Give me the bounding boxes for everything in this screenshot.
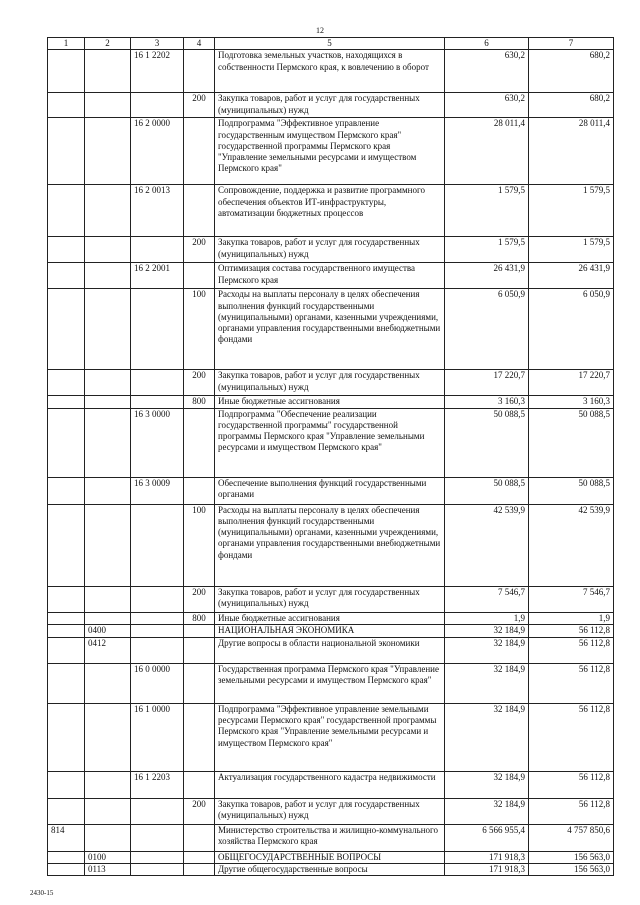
- target-article-cell: [131, 237, 184, 263]
- section-code-cell: [85, 289, 131, 370]
- amount-year1-cell: 32 184,9: [445, 798, 529, 824]
- description-cell: Закупка товаров, работ и услуг для государственных (муниципальных) нужд: [215, 586, 445, 612]
- table-header-row: [48, 38, 614, 50]
- expense-type-cell: [184, 703, 215, 771]
- ministry-code-cell: [48, 663, 85, 703]
- ministry-code-cell: [48, 93, 85, 118]
- table-row: [48, 504, 614, 586]
- expense-type-cell: [184, 408, 215, 477]
- target-article-cell: 16 2 0013: [131, 185, 184, 237]
- amount-year1-cell: 1 579,5: [445, 185, 529, 237]
- amount-year2-cell: 56 112,8: [529, 798, 614, 824]
- ministry-code-cell: [48, 370, 85, 396]
- section-code-cell: [85, 703, 131, 771]
- section-code-cell: [85, 612, 131, 624]
- table-row: [48, 824, 614, 851]
- ministry-code-cell: [48, 289, 85, 370]
- expense-type-cell: 200: [184, 798, 215, 824]
- target-article-cell: [131, 864, 184, 876]
- target-article-cell: 16 1 0000: [131, 703, 184, 771]
- table-row: [48, 771, 614, 798]
- section-code-cell: [85, 824, 131, 851]
- header-cell: 4: [184, 38, 215, 50]
- table-row: [48, 864, 614, 876]
- amount-year1-cell: 32 184,9: [445, 663, 529, 703]
- description-cell: Расходы на выплаты персоналу в целях обеспечения выполнения функций государственными (муниципальными) органами, казенными учреждениями, органами управления государственными внебюджетными фондами: [215, 289, 445, 370]
- section-code-cell: [85, 504, 131, 586]
- ministry-code-cell: [48, 237, 85, 263]
- amount-year1-cell: 7 546,7: [445, 586, 529, 612]
- expense-type-cell: [184, 851, 215, 863]
- table-row: [48, 637, 614, 663]
- amount-year2-cell: 680,2: [529, 50, 614, 93]
- table-row: [48, 93, 614, 118]
- table-row: [48, 289, 614, 370]
- target-article-cell: [131, 824, 184, 851]
- table-row: [48, 118, 614, 185]
- amount-year1-cell: 6 050,9: [445, 289, 529, 370]
- ministry-code-cell: [48, 586, 85, 612]
- description-cell: Расходы на выплаты персоналу в целях обеспечения выполнения функций государственными (муниципальными) органами, казенными учреждениями, органами управления государственными внебюджетными фондами: [215, 504, 445, 586]
- table-row: [48, 798, 614, 824]
- ministry-code-cell: [48, 771, 85, 798]
- amount-year1-cell: 1 579,5: [445, 237, 529, 263]
- table-row: [48, 703, 614, 771]
- expense-type-cell: [184, 864, 215, 876]
- table-row: [48, 624, 614, 637]
- expense-type-cell: 200: [184, 237, 215, 263]
- amount-year2-cell: 17 220,7: [529, 370, 614, 396]
- amount-year2-cell: 56 112,8: [529, 663, 614, 703]
- amount-year2-cell: 50 088,5: [529, 477, 614, 504]
- ministry-code-cell: [48, 624, 85, 637]
- section-code-cell: 0412: [85, 637, 131, 663]
- amount-year2-cell: 7 546,7: [529, 586, 614, 612]
- description-cell: Подпрограмма "Обеспечение реализации государственной программы" государственной программы Пермского края "Управление земельными ресурсами и имуществом Пермского края": [215, 408, 445, 477]
- amount-year1-cell: 32 184,9: [445, 624, 529, 637]
- table-row: [48, 263, 614, 289]
- section-code-cell: [85, 237, 131, 263]
- section-code-cell: [85, 93, 131, 118]
- target-article-cell: [131, 851, 184, 863]
- expense-type-cell: [184, 477, 215, 504]
- description-cell: ОБЩЕГОСУДАРСТВЕННЫЕ ВОПРОСЫ: [215, 851, 445, 863]
- expense-type-cell: [184, 771, 215, 798]
- header-cell: 2: [85, 38, 131, 50]
- table-row: [48, 586, 614, 612]
- header-cell: 5: [215, 38, 445, 50]
- amount-year2-cell: 42 539,9: [529, 504, 614, 586]
- header-cell: 6: [445, 38, 529, 50]
- ministry-code-cell: [48, 864, 85, 876]
- target-article-cell: 16 0 0000: [131, 663, 184, 703]
- expense-type-cell: 200: [184, 586, 215, 612]
- description-cell: Другие общегосударственные вопросы: [215, 864, 445, 876]
- amount-year1-cell: 630,2: [445, 93, 529, 118]
- table-row: [48, 237, 614, 263]
- expense-type-cell: [184, 185, 215, 237]
- ministry-code-cell: [48, 408, 85, 477]
- description-cell: Иные бюджетные ассигнования: [215, 612, 445, 624]
- description-cell: Закупка товаров, работ и услуг для государственных (муниципальных) нужд: [215, 370, 445, 396]
- expense-type-cell: [184, 824, 215, 851]
- amount-year2-cell: 4 757 850,6: [529, 824, 614, 851]
- budget-table: [47, 37, 614, 876]
- amount-year2-cell: 26 431,9: [529, 263, 614, 289]
- expense-type-cell: [184, 637, 215, 663]
- target-article-cell: [131, 370, 184, 396]
- section-code-cell: [85, 263, 131, 289]
- target-article-cell: [131, 637, 184, 663]
- target-article-cell: 16 2 0000: [131, 118, 184, 185]
- description-cell: Сопровождение, поддержка и развитие программного обеспечения объектов ИТ-инфраструктуры, автоматизации бюджетных процессов: [215, 185, 445, 237]
- amount-year2-cell: 1 579,5: [529, 237, 614, 263]
- target-article-cell: [131, 612, 184, 624]
- ministry-code-cell: 814: [48, 824, 85, 851]
- section-code-cell: [85, 771, 131, 798]
- ministry-code-cell: [48, 263, 85, 289]
- table-row: [48, 477, 614, 504]
- target-article-cell: [131, 93, 184, 118]
- section-code-cell: [85, 798, 131, 824]
- table-row: [48, 663, 614, 703]
- expense-type-cell: 800: [184, 612, 215, 624]
- ministry-code-cell: [48, 118, 85, 185]
- ministry-code-cell: [48, 851, 85, 863]
- amount-year2-cell: 50 088,5: [529, 408, 614, 477]
- amount-year2-cell: 56 112,8: [529, 771, 614, 798]
- page-number: 12: [316, 26, 324, 35]
- target-article-cell: [131, 586, 184, 612]
- ministry-code-cell: [48, 798, 85, 824]
- amount-year1-cell: 32 184,9: [445, 771, 529, 798]
- table-row: [48, 185, 614, 237]
- ministry-code-cell: [48, 477, 85, 504]
- amount-year1-cell: 171 918,3: [445, 864, 529, 876]
- target-article-cell: 16 2 2001: [131, 263, 184, 289]
- description-cell: Закупка товаров, работ и услуг для государственных (муниципальных) нужд: [215, 798, 445, 824]
- expense-type-cell: [184, 663, 215, 703]
- table-row: [48, 612, 614, 624]
- expense-type-cell: 200: [184, 370, 215, 396]
- amount-year2-cell: 28 011,4: [529, 118, 614, 185]
- amount-year1-cell: 26 431,9: [445, 263, 529, 289]
- amount-year2-cell: 56 112,8: [529, 637, 614, 663]
- amount-year1-cell: 1,9: [445, 612, 529, 624]
- expense-type-cell: [184, 118, 215, 185]
- description-cell: Актуализация государственного кадастра недвижимости: [215, 771, 445, 798]
- target-article-cell: 16 1 2203: [131, 771, 184, 798]
- description-cell: Закупка товаров, работ и услуг для государственных (муниципальных) нужд: [215, 237, 445, 263]
- section-code-cell: [85, 408, 131, 477]
- header-cell: 3: [131, 38, 184, 50]
- amount-year2-cell: 3 160,3: [529, 396, 614, 408]
- amount-year2-cell: 56 112,8: [529, 624, 614, 637]
- table-row: [48, 50, 614, 93]
- description-cell: Закупка товаров, работ и услуг для государственных (муниципальных) нужд: [215, 93, 445, 118]
- amount-year1-cell: 3 160,3: [445, 396, 529, 408]
- amount-year2-cell: 6 050,9: [529, 289, 614, 370]
- section-code-cell: [85, 396, 131, 408]
- section-code-cell: 0113: [85, 864, 131, 876]
- description-cell: Подпрограмма "Эффективное управление земельными ресурсами Пермского края" государственной программы Пермского края "Управление земельными ресурсами и имуществом Пермского края": [215, 703, 445, 771]
- section-code-cell: [85, 185, 131, 237]
- target-article-cell: 16 3 0009: [131, 477, 184, 504]
- description-cell: Иные бюджетные ассигнования: [215, 396, 445, 408]
- amount-year1-cell: 17 220,7: [445, 370, 529, 396]
- header-cell: 1: [48, 38, 85, 50]
- description-cell: Подпрограмма "Эффективное управление государственным имуществом Пермского края" государственной программы Пермского края "Управление земельными ресурсами и имуществом Пермского края": [215, 118, 445, 185]
- table-row: [48, 851, 614, 863]
- expense-type-cell: [184, 50, 215, 93]
- target-article-cell: 16 1 2202: [131, 50, 184, 93]
- ministry-code-cell: [48, 185, 85, 237]
- target-article-cell: [131, 289, 184, 370]
- target-article-cell: [131, 624, 184, 637]
- description-cell: Государственная программа Пермского края "Управление земельными ресурсами и имуществом Пермского края": [215, 663, 445, 703]
- ministry-code-cell: [48, 612, 85, 624]
- amount-year2-cell: 680,2: [529, 93, 614, 118]
- description-cell: Подготовка земельных участков, находящихся в собственности Пермского края, к вовлечению в оборот: [215, 50, 445, 93]
- target-article-cell: 16 3 0000: [131, 408, 184, 477]
- expense-type-cell: 100: [184, 289, 215, 370]
- table-row: [48, 370, 614, 396]
- section-code-cell: [85, 118, 131, 185]
- description-cell: Другие вопросы в области национальной экономики: [215, 637, 445, 663]
- section-code-cell: [85, 370, 131, 396]
- expense-type-cell: [184, 624, 215, 637]
- ministry-code-cell: [48, 637, 85, 663]
- table-row: [48, 408, 614, 477]
- section-code-cell: [85, 663, 131, 703]
- ministry-code-cell: [48, 703, 85, 771]
- section-code-cell: [85, 586, 131, 612]
- section-code-cell: 0100: [85, 851, 131, 863]
- ministry-code-cell: [48, 396, 85, 408]
- amount-year2-cell: 1 579,5: [529, 185, 614, 237]
- expense-type-cell: [184, 263, 215, 289]
- amount-year2-cell: 156 563,0: [529, 851, 614, 863]
- description-cell: Оптимизация состава государственного имущества Пермского края: [215, 263, 445, 289]
- footer-code: 2430-15: [30, 889, 54, 897]
- description-cell: НАЦИОНАЛЬНАЯ ЭКОНОМИКА: [215, 624, 445, 637]
- amount-year1-cell: 42 539,9: [445, 504, 529, 586]
- amount-year1-cell: 28 011,4: [445, 118, 529, 185]
- ministry-code-cell: [48, 504, 85, 586]
- amount-year1-cell: 50 088,5: [445, 408, 529, 477]
- ministry-code-cell: [48, 50, 85, 93]
- header-cell: 7: [529, 38, 614, 50]
- section-code-cell: [85, 477, 131, 504]
- table-row: [48, 396, 614, 408]
- amount-year1-cell: 50 088,5: [445, 477, 529, 504]
- section-code-cell: [85, 50, 131, 93]
- target-article-cell: [131, 798, 184, 824]
- description-cell: Обеспечение выполнения функций государственными органами: [215, 477, 445, 504]
- expense-type-cell: 800: [184, 396, 215, 408]
- expense-type-cell: 100: [184, 504, 215, 586]
- description-cell: Министерство строительства и жилищно-коммунального хозяйства Пермского края: [215, 824, 445, 851]
- target-article-cell: [131, 504, 184, 586]
- amount-year1-cell: 630,2: [445, 50, 529, 93]
- amount-year2-cell: 1,9: [529, 612, 614, 624]
- section-code-cell: 0400: [85, 624, 131, 637]
- amount-year1-cell: 32 184,9: [445, 703, 529, 771]
- target-article-cell: [131, 396, 184, 408]
- expense-type-cell: 200: [184, 93, 215, 118]
- amount-year2-cell: 156 563,0: [529, 864, 614, 876]
- amount-year1-cell: 32 184,9: [445, 637, 529, 663]
- amount-year1-cell: 171 918,3: [445, 851, 529, 863]
- amount-year1-cell: 6 566 955,4: [445, 824, 529, 851]
- amount-year2-cell: 56 112,8: [529, 703, 614, 771]
